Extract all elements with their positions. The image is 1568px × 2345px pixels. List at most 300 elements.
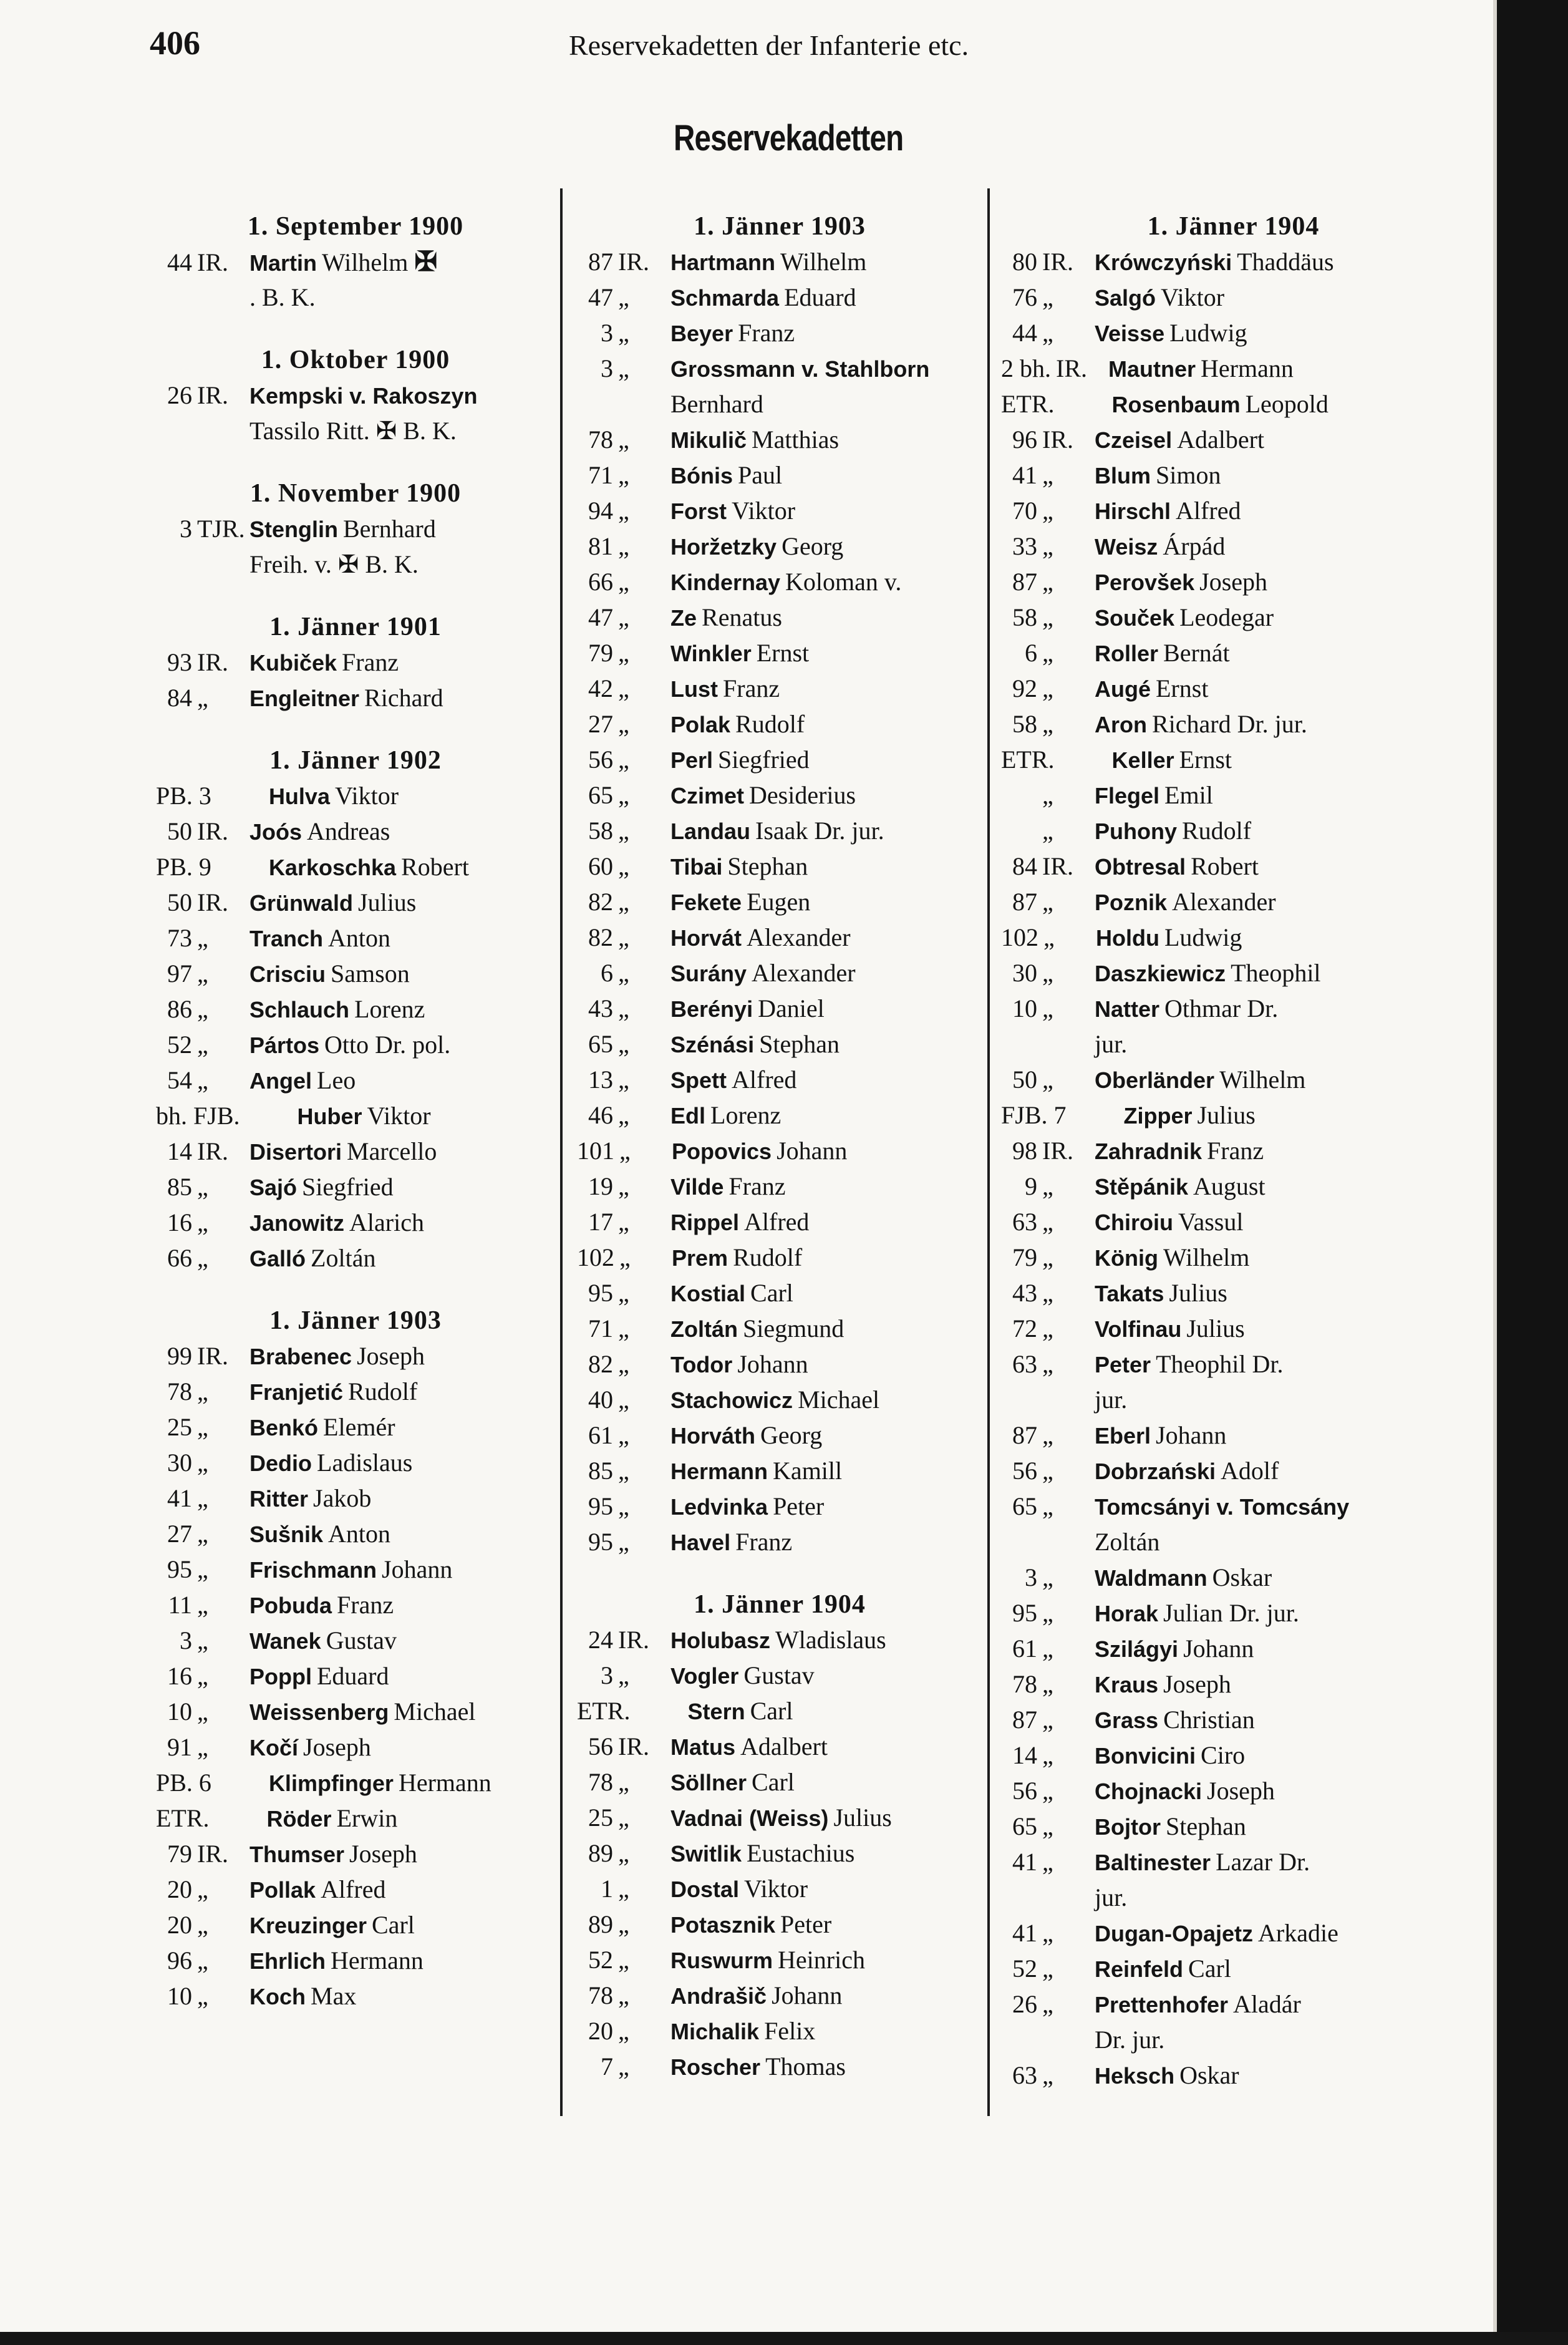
regiment-cell <box>1001 493 1095 528</box>
given-name: Othmar Dr. <box>1164 994 1279 1022</box>
entry-continuation: . B. K. <box>249 283 316 311</box>
regiment-cell <box>1001 1133 1095 1168</box>
given-name: Emil <box>1164 781 1213 809</box>
surname: Hermann <box>670 1459 768 1484</box>
surname: Eberl <box>1095 1423 1151 1449</box>
given-name: Michael <box>798 1386 880 1414</box>
unit-type: IR. <box>197 381 228 409</box>
roster-entry <box>156 1169 555 1205</box>
regiment-number: 84 <box>167 684 192 712</box>
given-name <box>477 381 482 409</box>
given-name: Adalbert <box>1177 425 1265 454</box>
regiment-number: 82 <box>588 888 613 916</box>
regiment-cell <box>577 920 670 955</box>
date-heading: 1. Jänner 1903 <box>269 1306 442 1335</box>
roster-entry <box>156 1062 555 1098</box>
person-name <box>1095 813 1466 849</box>
regiment-number: 24 <box>588 1626 613 1654</box>
surname: Stěpánik <box>1095 1174 1189 1200</box>
roster-entry <box>1001 1453 1466 1488</box>
surname: Poppl <box>249 1664 312 1689</box>
unit-type: „ <box>618 674 629 702</box>
unit-type: „ <box>618 1350 629 1378</box>
surname: Horváth <box>670 1423 756 1449</box>
unit-type: „ <box>618 319 629 347</box>
page-number: 406 <box>150 24 200 62</box>
unit-type: „ <box>1042 2061 1053 2089</box>
person-name <box>1095 493 1466 529</box>
unit-type: „ <box>618 1314 629 1342</box>
surname: Polak <box>670 712 731 737</box>
unit-type: „ <box>1042 497 1053 525</box>
regiment-number: 98 <box>1012 1137 1037 1165</box>
given-name: Alarich <box>349 1208 424 1236</box>
regiment-number: 78 <box>588 1768 613 1796</box>
person-name <box>670 1062 982 1098</box>
surname: Kraus <box>1095 1672 1159 1697</box>
regiment-number: 44 <box>1012 319 1037 347</box>
regiment-number: 87 <box>1012 1421 1037 1449</box>
surname: Beyer <box>670 321 733 346</box>
surname: Huber <box>297 1104 362 1129</box>
roster-entry <box>1001 848 1466 884</box>
regiment-cell <box>156 377 249 413</box>
unit-type: „ <box>618 745 629 774</box>
regiment-cell <box>577 1693 688 1729</box>
regiment-cell <box>156 1480 249 1516</box>
given-name: Anton <box>328 1520 391 1548</box>
regiment-cell <box>1001 1488 1095 1524</box>
unit-type: „ <box>1042 1599 1053 1627</box>
person-name <box>249 1836 555 1872</box>
person-name <box>1095 955 1466 991</box>
surname: Grossmann v. Stahlborn <box>670 356 930 382</box>
regiment-number: 65 <box>1012 1812 1037 1840</box>
person-name <box>670 1978 982 2014</box>
roster-entry <box>1001 1737 1466 1773</box>
roster-entry <box>577 671 982 706</box>
roster-entry <box>156 1445 555 1480</box>
regiment-cell <box>156 991 249 1027</box>
person-name <box>670 351 982 387</box>
roster-entry <box>156 1134 555 1169</box>
unit-type: „ <box>618 994 629 1022</box>
entry-continuation: jur. <box>1095 1030 1128 1058</box>
regiment-cell <box>156 680 249 716</box>
given-name: Franz <box>1207 1137 1264 1165</box>
regiment-number: 50 <box>167 817 192 845</box>
given-name: Árpád <box>1163 532 1226 560</box>
unit-type: „ <box>618 603 629 631</box>
regiment-cell <box>1001 1204 1095 1240</box>
surname: Pollak <box>249 1877 316 1903</box>
regiment-cell <box>156 1729 249 1765</box>
surname: Bonvicini <box>1095 1743 1196 1769</box>
regiment-number: 6 <box>601 959 613 987</box>
regiment-cell <box>1001 1809 1095 1844</box>
regiment-number: 96 <box>167 1946 192 1974</box>
given-name: Michael <box>394 1697 476 1726</box>
unit-type: „ <box>618 283 629 311</box>
regiment-cell <box>1001 1666 1095 1702</box>
unit-type: „ <box>1042 959 1053 987</box>
person-name <box>1095 1346 1466 1382</box>
regiment-number: 16 <box>167 1662 192 1690</box>
roster-entry <box>1001 635 1466 671</box>
unit-type: IR. <box>618 1626 649 1654</box>
surname: Angel <box>249 1068 312 1094</box>
regiment-cell <box>1001 1311 1095 1346</box>
surname: Stern <box>687 1699 745 1724</box>
given-name: Marcello <box>347 1137 437 1165</box>
person-name <box>1095 1204 1466 1240</box>
unit-type: „ <box>1042 888 1053 916</box>
roster-entry <box>156 1765 555 1800</box>
regiment-cell <box>577 600 670 635</box>
roster-entry <box>577 1693 982 1729</box>
unit-type: „ <box>618 1457 629 1485</box>
regiment-cell <box>577 244 670 279</box>
person-name <box>1095 422 1466 458</box>
unit-type: „ <box>618 2052 629 2080</box>
regiment-cell <box>577 315 670 351</box>
roster-entry <box>577 2049 982 2084</box>
regiment-number: 13 <box>588 1066 613 1094</box>
unit-type: „ <box>1042 1919 1053 1947</box>
unit-type: „ <box>197 924 208 952</box>
surname: Havel <box>670 1530 731 1555</box>
surname: Ehrlich <box>249 1948 326 1974</box>
regiment-number: 19 <box>588 1172 613 1200</box>
roster-entry <box>1001 1631 1466 1666</box>
unit-type: „ <box>1042 817 1053 845</box>
surname: Perovšek <box>1095 570 1195 595</box>
regiment-number: 7 <box>601 2052 613 2080</box>
surname: Horak <box>1095 1601 1159 1626</box>
roster-entry <box>577 920 982 955</box>
unit-type: „ <box>1042 1243 1053 1271</box>
regiment-number: 3 <box>601 319 613 347</box>
regiment-number: 82 <box>588 1350 613 1378</box>
person-name <box>249 1240 555 1276</box>
roster-entry <box>156 1800 555 1836</box>
date-heading: 1. Jänner 1901 <box>269 613 442 641</box>
unit-type: „ <box>618 1172 629 1200</box>
regiment-number: 3 <box>1025 1563 1037 1591</box>
roster-entry <box>577 1275 982 1311</box>
unit-type: „ <box>197 1662 208 1690</box>
given-name: Carl <box>372 1911 415 1939</box>
roster-entry <box>577 706 982 742</box>
person-name <box>1095 777 1466 813</box>
person-name <box>249 1445 555 1481</box>
roster-entry <box>1001 920 1466 955</box>
regiment-cell <box>577 884 670 920</box>
regiment-number: 56 <box>1012 1457 1037 1485</box>
surname: Vilde <box>670 1174 724 1200</box>
unit-type: „ <box>1042 781 1053 809</box>
regiment-cell <box>577 671 670 706</box>
regiment-cell <box>577 564 670 600</box>
roster-entry <box>156 778 555 813</box>
given-name: Wilhelm <box>1163 1243 1250 1271</box>
regiment-number: 102 <box>1001 923 1038 951</box>
roster-entry <box>577 777 982 813</box>
surname: Holubasz <box>670 1628 771 1653</box>
person-name <box>249 1516 555 1552</box>
roster-entry <box>577 1942 982 1978</box>
regiment-cell <box>1001 2057 1095 2093</box>
roster-entry <box>577 600 982 635</box>
regiment-cell <box>577 1978 670 2013</box>
regiment-cell <box>577 1062 670 1097</box>
regiment-cell <box>156 778 269 813</box>
given-name: Leopold <box>1245 390 1328 418</box>
surname: Aron <box>1095 712 1147 737</box>
roster-entry <box>577 422 982 457</box>
given-name: Aladár <box>1233 1990 1301 2018</box>
regiment-number: 65 <box>588 1030 613 1058</box>
unit-type: „ <box>197 1626 208 1654</box>
person-name <box>670 1871 982 1907</box>
roster-entry <box>577 1906 982 1942</box>
regiment-cell <box>1001 1737 1095 1773</box>
regiment-number: 56 <box>588 745 613 774</box>
regiment-number: 50 <box>167 888 192 916</box>
regiment-number: 63 <box>1012 2061 1037 2089</box>
regiment-cell <box>577 351 670 386</box>
regiment-number: 95 <box>167 1555 192 1583</box>
given-name: Franz <box>342 648 399 676</box>
given-name: Lorenz <box>354 995 425 1023</box>
scan-edge-right <box>1493 0 1568 2345</box>
unit-type: TJR. <box>197 515 245 543</box>
regiment-cell <box>156 1872 249 1907</box>
person-name <box>249 644 555 681</box>
regiment-number: 99 <box>167 1342 192 1370</box>
roster-entry <box>156 1240 555 1276</box>
regiment-number: 52 <box>588 1946 613 1974</box>
unit-type: IR. <box>197 817 228 845</box>
given-name: Gustav <box>743 1661 815 1689</box>
unit-type: „ <box>1042 1990 1053 2018</box>
person-name <box>1124 1097 1466 1134</box>
surname: Keller <box>1111 747 1174 773</box>
roster-entry <box>156 1943 555 1978</box>
person-name <box>670 742 982 778</box>
given-name: Leodegar <box>1179 603 1274 631</box>
unit-type: „ <box>1043 923 1055 951</box>
regiment-cell <box>577 1658 670 1693</box>
person-name <box>670 1942 982 1978</box>
given-name: Kamill <box>773 1457 843 1485</box>
given-name: Daniel <box>758 994 825 1022</box>
given-name: Lorenz <box>710 1101 782 1129</box>
given-name: Joseph <box>1207 1777 1275 1805</box>
roster-entry <box>577 315 982 351</box>
surname: Janowitz <box>249 1210 345 1236</box>
person-name <box>670 1204 982 1240</box>
roster-entry <box>577 1133 982 1168</box>
regiment-cell <box>577 1311 670 1346</box>
unit-type: „ <box>197 1031 208 1059</box>
regiment-number: 25 <box>588 1804 613 1832</box>
surname: Koch <box>249 1984 306 2009</box>
regiment-cell <box>1001 422 1095 457</box>
unit-type: „ <box>1042 568 1053 596</box>
roster-entry <box>577 1382 982 1417</box>
regiment-number: 93 <box>167 648 192 676</box>
surname: Roscher <box>670 2054 761 2080</box>
regiment-cell <box>156 1800 267 1836</box>
regiment-cell <box>1001 1168 1095 1204</box>
given-name: Christian <box>1163 1706 1255 1734</box>
given-name: Ladislaus <box>317 1449 413 1477</box>
roster-entry <box>156 849 555 885</box>
given-name: Erwin <box>336 1804 398 1832</box>
unit-type: „ <box>197 1555 208 1583</box>
unit-type: „ <box>1042 1954 1053 1983</box>
given-name: Desiderius <box>749 781 856 809</box>
unit-type: „ <box>197 1244 208 1272</box>
person-name <box>1095 1666 1466 1702</box>
scan-edge-bottom <box>0 2332 1568 2345</box>
regiment-cell <box>1001 279 1095 315</box>
given-name: Franz <box>337 1591 394 1619</box>
regiment-cell <box>1001 1417 1095 1453</box>
regiment-number: 40 <box>588 1386 613 1414</box>
unit-type: „ <box>197 1449 208 1477</box>
surname: Sajó <box>249 1175 298 1200</box>
regiment-cell <box>156 813 249 849</box>
surname: Spett <box>670 1067 727 1093</box>
regiment-number: 26 <box>167 381 192 409</box>
person-name <box>670 920 982 956</box>
regiment-number: 84 <box>1012 852 1037 880</box>
given-name: Georg <box>782 532 844 560</box>
regiment-number: ETR. <box>577 1697 631 1725</box>
regiment-number: FJB. 7 <box>1001 1101 1067 1129</box>
surname: Augé <box>1095 676 1151 702</box>
surname: Ruswurm <box>670 1948 773 1973</box>
surname: Surány <box>670 961 747 986</box>
surname: Peter <box>1095 1352 1151 1377</box>
surname: Sušnik <box>249 1522 324 1547</box>
surname: Ledvinka <box>670 1494 768 1520</box>
person-name <box>1112 742 1466 778</box>
unit-type: IR. <box>1042 1137 1073 1165</box>
unit-type: IR. <box>1056 354 1087 382</box>
regiment-number: 14 <box>167 1137 192 1165</box>
date-heading: 1. Jänner 1904 <box>694 1590 866 1619</box>
regiment-number: 47 <box>588 283 613 311</box>
regiment-cell <box>1001 1275 1095 1311</box>
roster-entry <box>156 511 555 546</box>
given-name: Koloman v. <box>785 568 902 596</box>
regiment-number: 63 <box>1012 1350 1037 1378</box>
person-name <box>1095 1417 1466 1454</box>
person-name <box>1108 351 1466 387</box>
regiment-number: 20 <box>588 2017 613 2045</box>
unit-type: „ <box>1042 1706 1053 1734</box>
regiment-cell <box>156 1445 249 1480</box>
roster-entry <box>577 742 982 777</box>
roster-entry <box>1001 564 1466 600</box>
person-name <box>670 1906 982 1943</box>
surname: Pobuda <box>249 1593 332 1618</box>
regiment-number: 101 <box>577 1137 614 1165</box>
regiment-cell <box>156 245 249 280</box>
roster-entry <box>1001 991 1466 1026</box>
roster-entry <box>1001 1346 1466 1382</box>
regiment-number: ETR. <box>1001 745 1055 774</box>
surname: Krówczyński <box>1095 250 1232 275</box>
regiment-cell <box>577 1729 670 1764</box>
unit-type: „ <box>1042 1812 1053 1840</box>
unit-type: IR. <box>197 248 228 276</box>
regiment-cell <box>156 1062 249 1098</box>
regiment-cell <box>156 849 269 885</box>
person-name <box>249 377 555 414</box>
given-name: Viktor <box>744 1875 808 1903</box>
unit-type: „ <box>1042 1314 1053 1342</box>
roster-entry <box>1001 1240 1466 1275</box>
roster-entry <box>156 680 555 716</box>
regiment-cell <box>1001 1097 1124 1133</box>
unit-type: „ <box>618 1066 629 1094</box>
regiment-number: 82 <box>588 923 613 951</box>
person-name <box>1095 1453 1466 1489</box>
roster-entry <box>1001 1097 1466 1133</box>
roster-entry <box>156 1729 555 1765</box>
regiment-number: 43 <box>588 994 613 1022</box>
roster-entry <box>577 1417 982 1453</box>
regiment-cell <box>156 1623 249 1658</box>
regiment-number: 96 <box>1012 425 1037 454</box>
person-name <box>1095 1844 1466 1880</box>
regiment-number: 65 <box>588 781 613 809</box>
regiment-cell <box>577 1382 670 1417</box>
person-name <box>670 244 982 280</box>
surname: Holdu <box>1096 925 1159 951</box>
person-name <box>1095 1488 1466 1525</box>
regiment-cell <box>156 920 249 956</box>
unit-type: IR. <box>1042 852 1073 880</box>
unit-type: „ <box>1042 1563 1053 1591</box>
regiment-number: 41 <box>167 1484 192 1512</box>
given-name: Theophil Dr. <box>1156 1350 1284 1378</box>
surname: Stachowicz <box>670 1387 793 1413</box>
regiment-cell <box>577 528 670 564</box>
surname: Fekete <box>670 890 742 915</box>
given-name: Julian Dr. jur. <box>1163 1599 1299 1627</box>
given-name: Richard <box>364 684 443 712</box>
regiment-cell <box>1001 671 1095 706</box>
unit-type: IR. <box>1042 248 1073 276</box>
unit-type: „ <box>618 1768 629 1796</box>
roster-entry <box>1001 1062 1466 1097</box>
regiment-number: ETR. <box>1001 390 1055 418</box>
regiment-cell <box>156 1409 249 1445</box>
column-left <box>156 209 555 2014</box>
given-name: Johann <box>777 1137 848 1165</box>
given-name: Leo <box>317 1066 356 1094</box>
person-name <box>1095 1809 1466 1845</box>
given-name: Oskar <box>1212 1563 1272 1591</box>
given-name: Peter <box>780 1910 832 1938</box>
surname: Kempski v. Rakoszyn <box>249 383 478 409</box>
surname: Dugan-Opajetz <box>1095 1921 1254 1946</box>
